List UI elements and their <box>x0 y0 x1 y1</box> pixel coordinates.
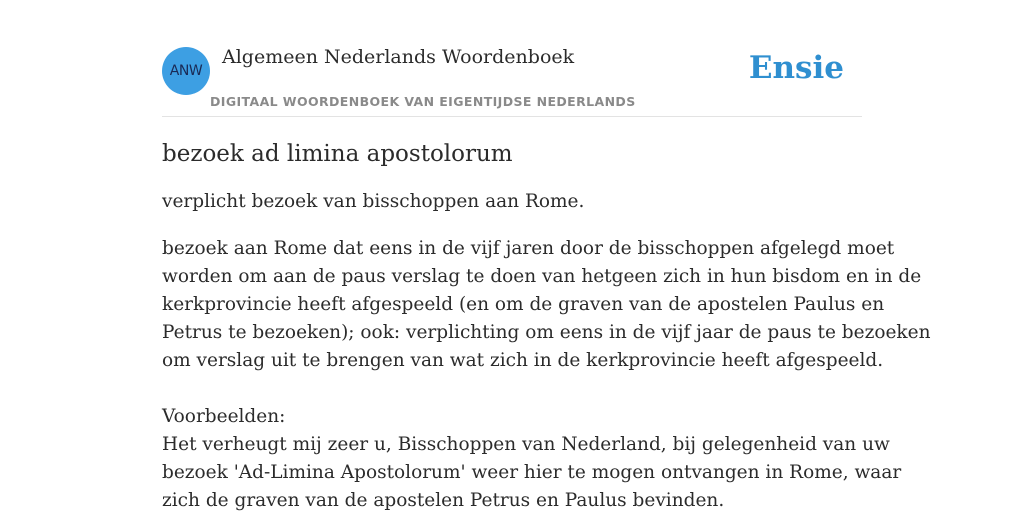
site-title[interactable]: Algemeen Nederlands Woordenboek <box>222 46 575 68</box>
long-definition-line: om verslag uit te brengen van wat zich in de kerkprovincie heeft afgespeeld. <box>162 350 884 371</box>
long-definition-line: kerkprovincie heeft afgespeeld (en om de graven van de apostelen Paulus en <box>162 294 885 315</box>
example-line: zich de graven van de apostelen Petrus en Paulus bevinden. <box>162 490 725 511</box>
entry-content <box>162 138 931 512</box>
long-definition <box>162 235 931 375</box>
short-definition: verplicht bezoek van bisschoppen aan Rome. <box>162 191 585 212</box>
ensie-brand-logo[interactable]: Ensie <box>748 50 844 86</box>
site-subtitle: DIGITAAL WOORDENBOEK VAN EIGENTIJDSE NEDERLANDS <box>210 94 636 109</box>
anw-logo[interactable]: ANW <box>162 47 210 95</box>
entry-title: bezoek ad limina apostolorum <box>162 141 513 167</box>
example-line: Het verheugt mij zeer u, Bisschoppen van Nederland, bij gelegenheid van uw <box>162 434 890 455</box>
site-header <box>162 40 862 117</box>
long-definition-line: Petrus te bezoeken); ook: verplichting om eens in de vijf jaar de paus te bezoeken <box>162 322 931 343</box>
long-definition-line: worden om aan de paus verslag te doen van hetgeen zich in hun bisdom en in de <box>162 266 922 287</box>
example-line: bezoek 'Ad-Limina Apostolorum' weer hier te mogen ontvangen in Rome, waar <box>162 462 902 483</box>
long-definition-line: bezoek aan Rome dat eens in de vijf jaren door de bisschoppen afgelegd moet <box>162 238 895 259</box>
examples-section <box>162 403 902 512</box>
examples-label: Voorbeelden: <box>162 406 286 427</box>
